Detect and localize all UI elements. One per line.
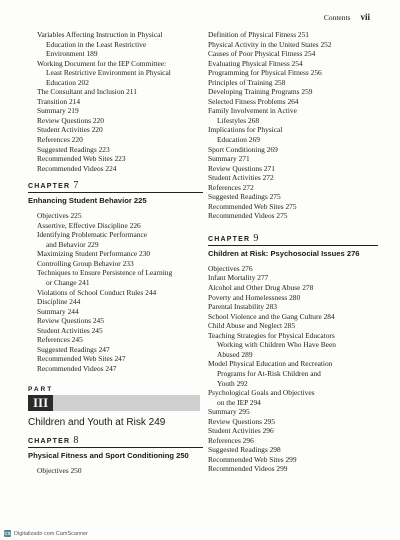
part-label: PART <box>28 385 54 393</box>
toc-entry: Student Activities 272 <box>208 173 274 183</box>
part-3-title: Children and Youth at Risk 249 <box>28 416 166 428</box>
chapter-7-title: Enhancing Student Behavior 225 <box>28 196 147 206</box>
toc-entry: Recommended Videos 247 <box>37 363 117 373</box>
toc-entry: Review Questions 245 <box>37 316 104 326</box>
toc-entry: Discipline 244 <box>37 297 81 307</box>
toc-entry: Recommended Web Sites 223 <box>37 154 126 164</box>
toc-entry: References 296 <box>208 435 254 445</box>
left-column <box>28 30 203 475</box>
chapter-number: 8 <box>73 434 79 446</box>
running-head-label: Contents <box>323 13 351 22</box>
toc-entry: Review Questions 271 <box>208 163 275 173</box>
part-3-block <box>28 386 203 428</box>
toc-entry: Teaching Strategies for Physical Educators <box>208 330 335 340</box>
chapter-label: CHAPTER <box>28 183 71 191</box>
page-number: vii <box>360 12 370 22</box>
part-number: III <box>28 395 53 411</box>
toc-entry: Objectives 225 <box>37 211 82 221</box>
chapter-7-heading <box>28 180 203 193</box>
toc-entry: Objectives 276 <box>208 263 253 273</box>
toc-entry: Recommended Videos 299 <box>208 464 288 474</box>
toc-entry: Education 202 <box>46 77 89 87</box>
toc-entry: Recommended Web Sites 299 <box>208 454 297 464</box>
chapter-7-entries <box>28 211 203 373</box>
toc-entry: Objectives 250 <box>37 465 82 475</box>
left-top-entries <box>28 30 203 173</box>
toc-entry: Education in the Least Restrictive <box>46 39 147 49</box>
toc-entry: Parental Instability 283 <box>208 302 277 312</box>
toc-entry: Maximizing Student Performance 230 <box>37 249 151 259</box>
toc-entry: Selected Fitness Problems 264 <box>208 96 299 106</box>
toc-entry: Implications for Physical <box>208 125 283 135</box>
toc-entry: Sport Conditioning 269 <box>208 144 278 154</box>
toc-entry: Variables Affecting Instruction in Physical <box>37 30 163 39</box>
toc-entry: Developing Training Programs 259 <box>208 87 313 97</box>
toc-entry: Model Physical Education and Recreation <box>208 359 333 369</box>
right-column <box>208 30 378 474</box>
toc-entry: Suggested Readings 247 <box>37 344 110 354</box>
toc-entry: Review Questions 220 <box>37 115 104 125</box>
toc-entry: Poverty and Homelessness 280 <box>208 292 301 302</box>
toc-entry: on the IEP 294 <box>217 397 261 407</box>
toc-entry: and Behavior 229 <box>46 239 99 249</box>
toc-entry: The Consultant and Inclusion 211 <box>37 87 137 97</box>
toc-entry: References 245 <box>37 335 83 345</box>
toc-entry: Alcohol and Other Drug Abuse 278 <box>208 283 314 293</box>
part-banner <box>28 395 200 411</box>
toc-entry: Evaluating Physical Fitness 254 <box>208 58 303 68</box>
toc-entry: Abused 289 <box>217 349 253 359</box>
watermark-text: Digitalizado com CamScanner <box>14 530 88 537</box>
toc-entry: Student Activities 296 <box>208 426 274 436</box>
toc-entry: Programming for Physical Fitness 256 <box>208 68 322 78</box>
toc-entry: Recommended Web Sites 275 <box>208 201 297 211</box>
toc-entry: Summary 295 <box>208 407 250 417</box>
toc-entry: Recommended Web Sites 247 <box>37 354 126 364</box>
toc-entry: Identifying Problematic Performance <box>37 230 148 240</box>
chapter-number: 9 <box>253 232 259 244</box>
chapter-label: CHAPTER <box>208 235 251 243</box>
toc-entry: Summary 219 <box>37 106 79 116</box>
toc-entry: Student Activities 245 <box>37 325 103 335</box>
toc-entry: Working Document for the IEP Committee: <box>37 58 167 68</box>
toc-entry: Environment 189 <box>46 49 98 59</box>
toc-entry: Summary 244 <box>37 306 79 316</box>
toc-entry: Recommended Videos 275 <box>208 211 288 221</box>
running-head <box>324 12 370 22</box>
toc-entry: Family Involvement in Active <box>208 106 297 116</box>
toc-entry: Assertive, Effective Discipline 226 <box>37 220 141 230</box>
toc-entry: Suggested Readings 298 <box>208 445 281 455</box>
chapter-label: CHAPTER <box>28 437 71 445</box>
toc-entry: Student Activities 220 <box>37 125 103 135</box>
chapter-9-entries <box>208 264 378 474</box>
toc-entry: Least Restrictive Environment in Physical <box>46 68 171 78</box>
toc-entry: Techniques to Ensure Persistence of Learning <box>37 268 173 278</box>
chapter-9-heading <box>208 233 378 246</box>
toc-entry: Review Questions 295 <box>208 416 275 426</box>
toc-entry: Child Abuse and Neglect 285 <box>208 321 296 331</box>
toc-entry: References 272 <box>208 182 254 192</box>
toc-entry: Principles of Training 258 <box>208 77 286 87</box>
toc-entry: Summary 271 <box>208 154 250 164</box>
toc-entry: Education 269 <box>217 135 260 145</box>
toc-entry: Suggested Readings 223 <box>37 144 110 154</box>
toc-entry: Controlling Group Behavior 233 <box>37 258 134 268</box>
chapter-8-title: Physical Fitness and Sport Conditioning 250 <box>28 450 189 460</box>
scanner-watermark <box>4 530 88 537</box>
toc-entry: Definition of Physical Fitness 251 <box>208 30 310 39</box>
toc-entry: or Change 241 <box>46 278 90 288</box>
toc-entry: Physical Activity in the United States 252 <box>208 39 332 49</box>
toc-entry: Infant Mortality 277 <box>208 273 269 283</box>
toc-entry: Causes of Poor Physical Fitness 254 <box>208 49 316 59</box>
chapter-8-heading <box>28 435 203 448</box>
camscanner-icon: CS <box>4 531 11 536</box>
chapter-number: 7 <box>73 180 79 192</box>
toc-entry: Working with Children Who Have Been <box>217 340 336 350</box>
toc-entry: Programs for At-Risk Children and <box>217 368 321 378</box>
toc-entry: School Violence and the Gang Culture 284 <box>208 311 335 321</box>
chapter-8-entries <box>28 466 203 476</box>
toc-entry: Lifestyles 268 <box>217 115 260 125</box>
right-top-entries <box>208 30 378 221</box>
toc-entry: Recommended Videos 224 <box>37 163 117 173</box>
toc-entry: References 220 <box>37 135 83 145</box>
toc-entry: Transition 214 <box>37 96 81 106</box>
toc-entry: Youth 292 <box>217 378 248 388</box>
toc-entry: Violations of School Conduct Rules 244 <box>37 287 157 297</box>
chapter-9-title: Children at Risk: Psychosocial Issues 276 <box>208 248 360 258</box>
toc-entry: Psychological Goals and Objectives <box>208 388 315 398</box>
toc-entry: Suggested Readings 275 <box>208 192 281 202</box>
